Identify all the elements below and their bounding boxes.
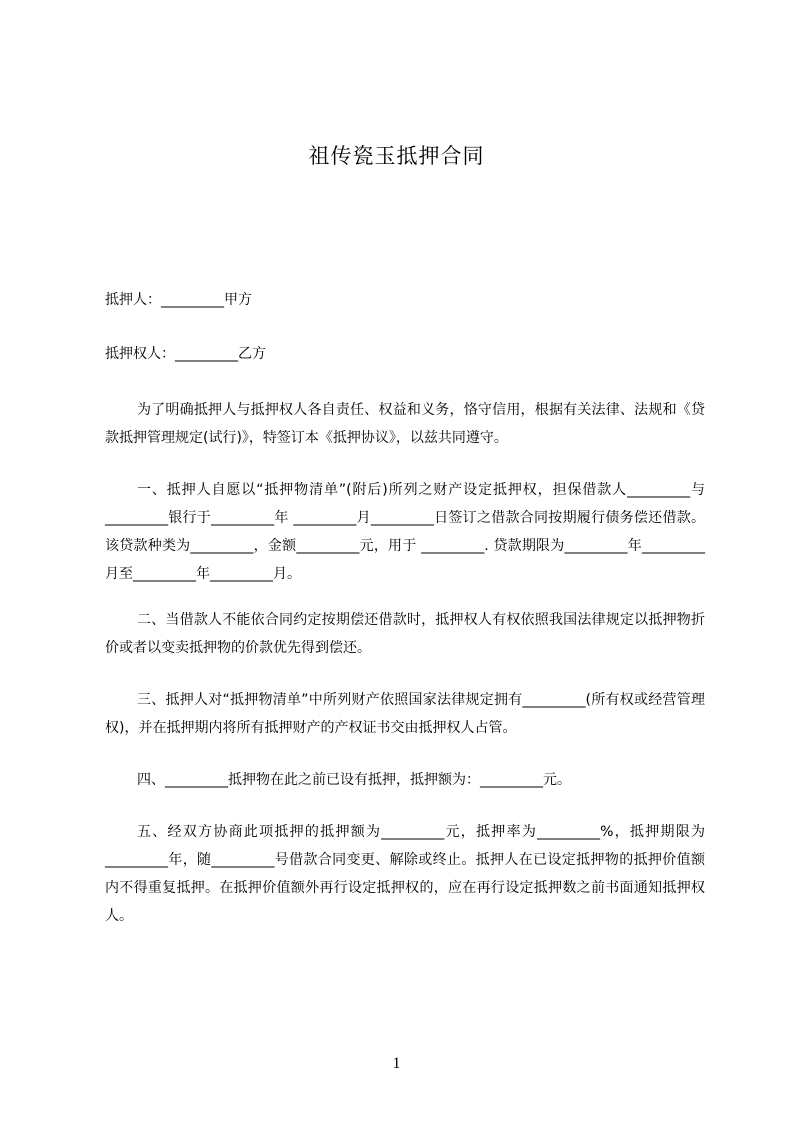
document-title: 祖传瓷玉抵押合同 bbox=[308, 144, 485, 168]
page-number: 1 bbox=[392, 1055, 401, 1072]
clause-4-paragraph: 四、_________抵押物在此之前已设有抵押，抵押额为：_________元。 bbox=[137, 772, 571, 788]
clause-3-paragraph: 三、抵押人对“抵押物清单”中所列财产依照国家法律规定拥有_________(所有权或经营管理权)，并在抵押期内将所有抵押财产的产权证书交由抵押权人占管。 bbox=[105, 692, 705, 736]
mortgagee-line: 抵押权人：_________乙方 bbox=[105, 346, 266, 362]
mortgagor-line: 抵押人：_________甲方 bbox=[105, 292, 252, 308]
clause-1-paragraph: 一、抵押人自愿以“抵押物清单”(附后)所列之财产设定抵押权，担保借款人_________与 _________银行于_________年 _________月_________日签订之借款合同按期履行债务偿还借款。该贷款种类为_________，金额_________元，用于 _________. 贷款期限为_________年_________月至_________年_________月。 bbox=[105, 482, 705, 582]
preamble-paragraph: 为了明确抵押人与抵押权人各自责任、权益和义务，恪守信用，根据有关法律、法规和《贷款抵押管理规定(试行)》，特签订本《抵押协议》，以兹共同遵守。 bbox=[105, 402, 705, 446]
clause-2-paragraph: 二、当借款人不能依合同约定按期偿还借款时，抵押权人有权依照我国法律规定以抵押物折价或者以变卖抵押物的价款优先得到偿还。 bbox=[105, 612, 705, 656]
clause-5-paragraph: 五、经双方协商此项抵押的抵押额为_________元，抵押率为_________%，抵押期限为_________年，随_________号借款合同变更、解除或终止。抵押人在已设定抵押物的抵押价值额内不得重复抵押。在抵押价值额外再行设定抵押权的，应在再行设定抵押数之前书面通知抵押权人。 bbox=[105, 824, 705, 924]
